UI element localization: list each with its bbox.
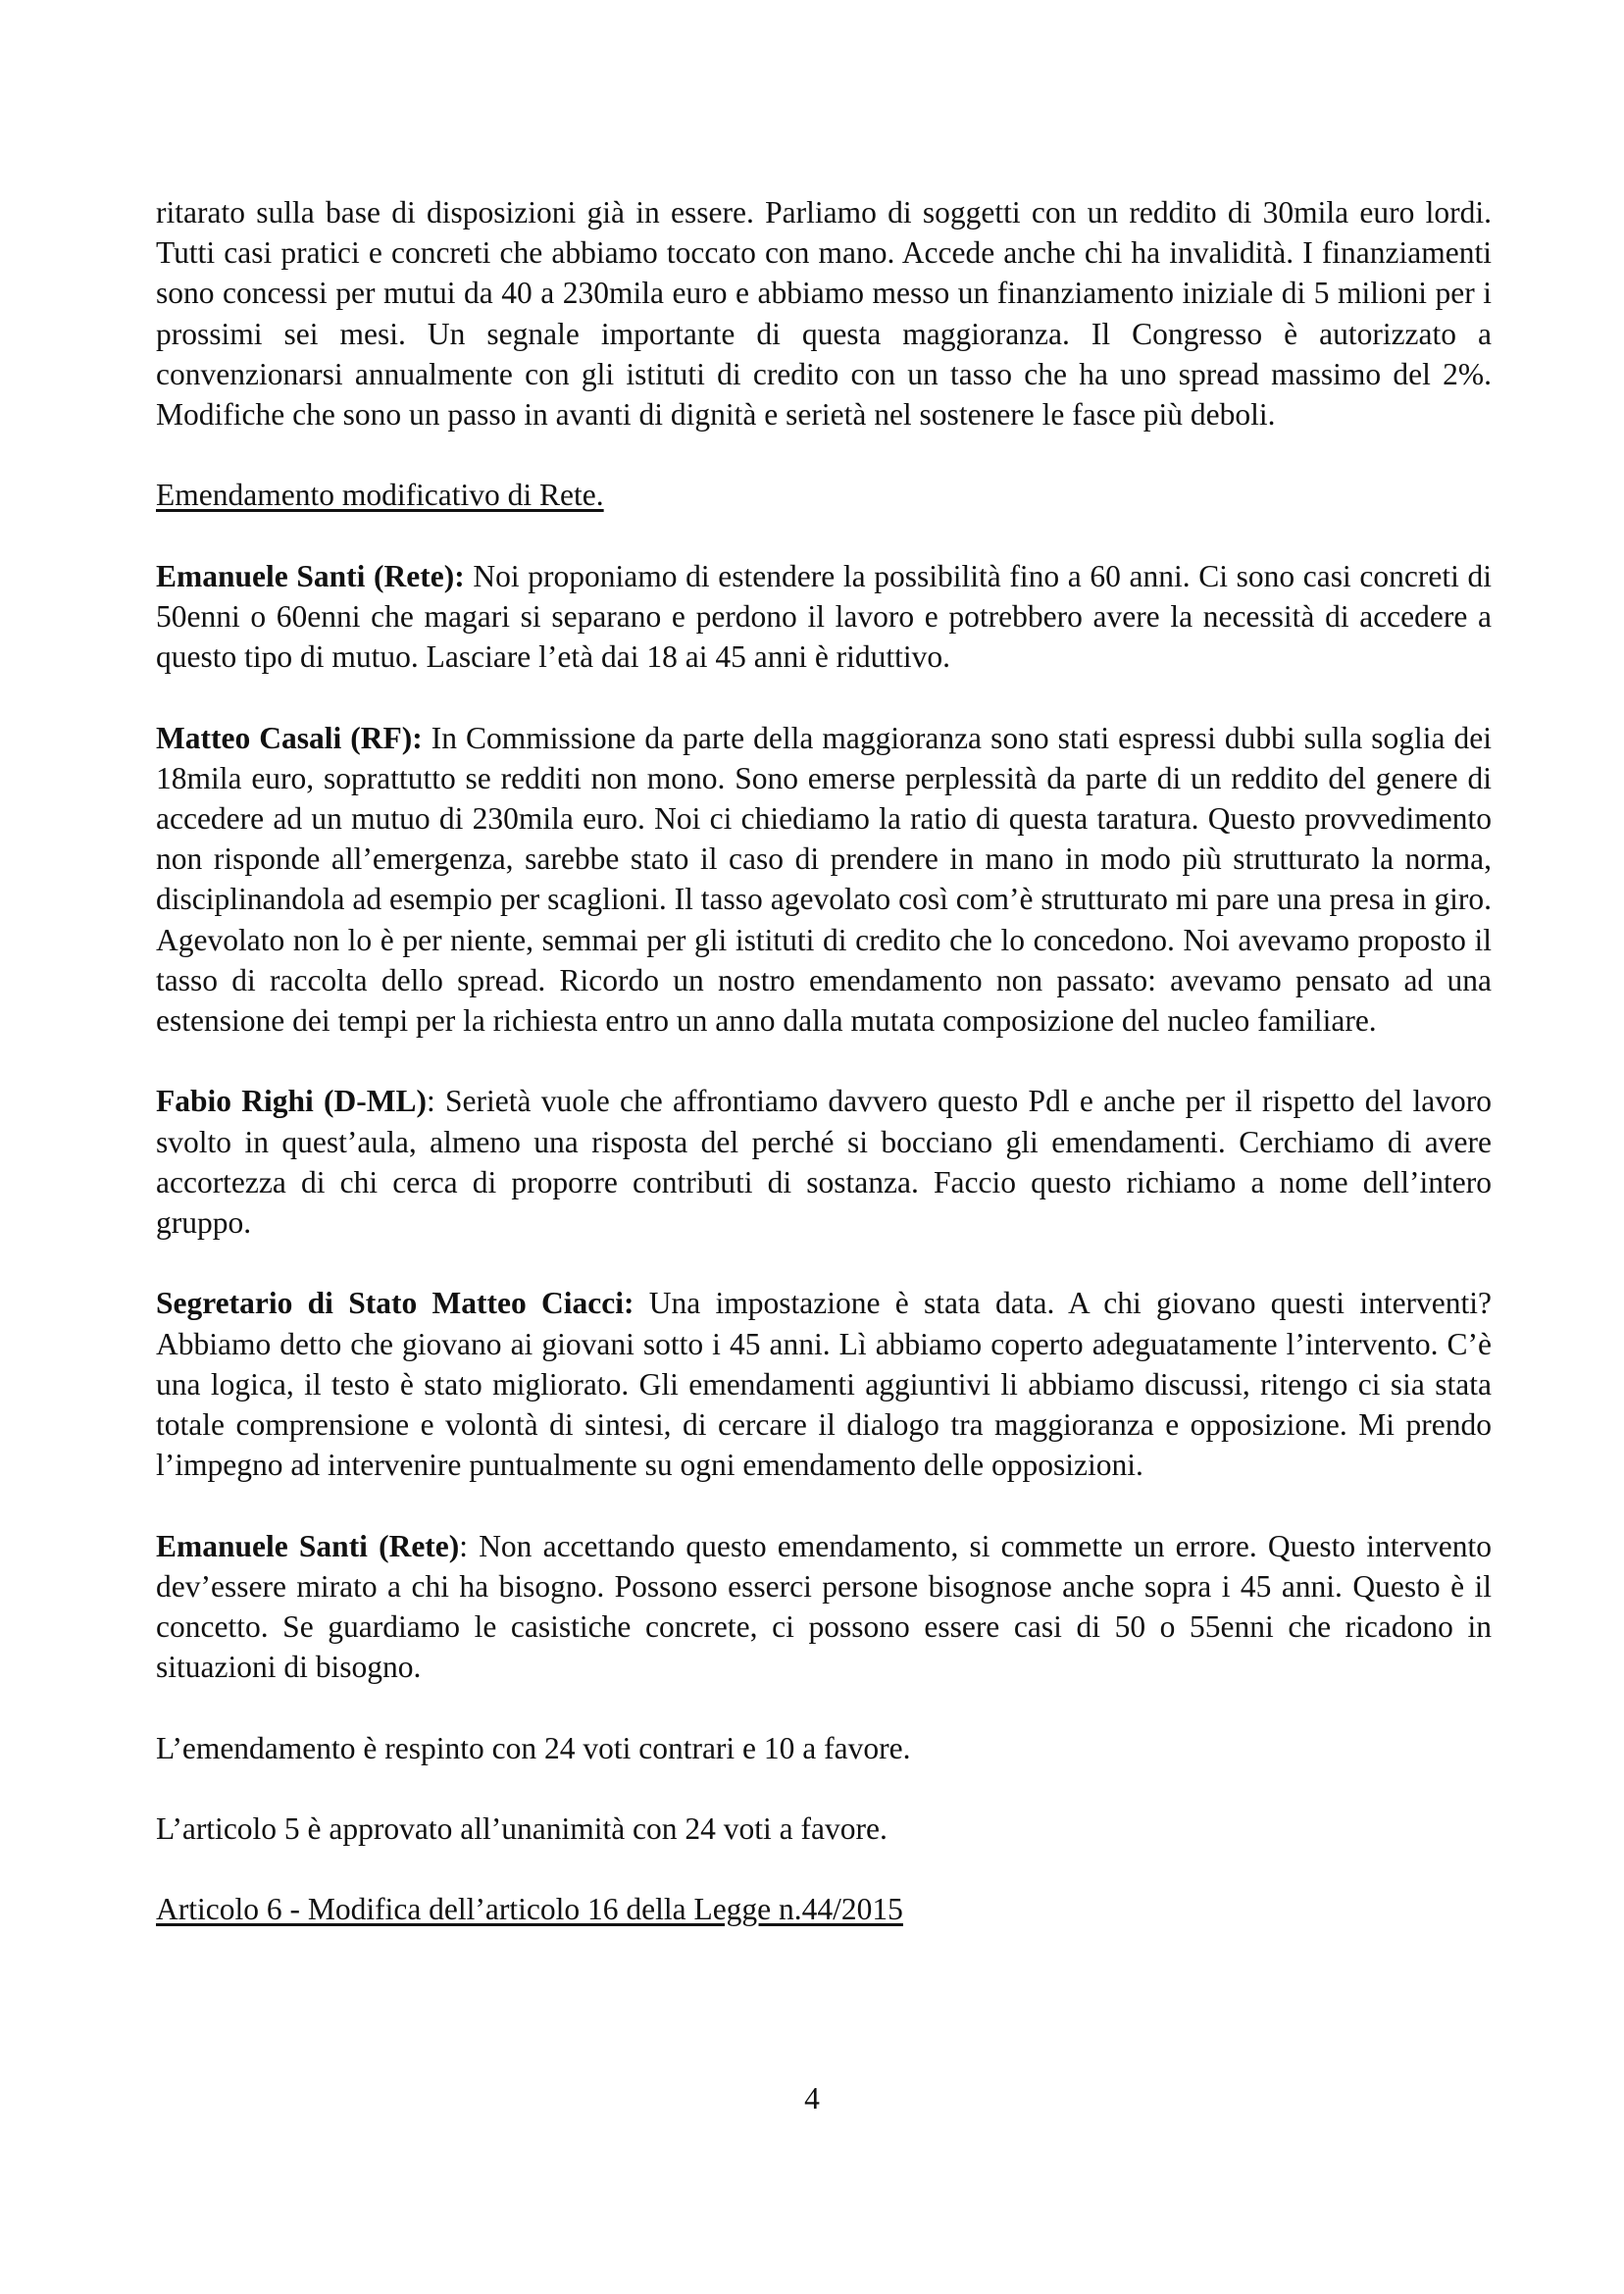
speech-text: : Serietà vuole che affrontiamo davvero questo Pdl e anche per il rispetto del lavoro svolto in quest’aula, almeno una risposta del perché si bocciano gli emendamenti. Cerchiamo di avere accortezza di chi cerca di proporre contributi di sostanza. Faccio questo richiamo a nome dell’intero gruppo.: [156, 1084, 1492, 1241]
vote-result-amendment: [156, 1728, 1492, 1768]
speaker-name: Fabio Righi (D-ML): [156, 1084, 428, 1119]
section-heading-amendment: [156, 475, 1492, 515]
speech-text: : Non accettando questo emendamento, si commette un errore. Questo intervento dev’essere mirato a chi ha bisogno. Possono esserci persone bisognose anche sopra i 45 anni. Questo è il concetto. Se guardiamo le casistiche concrete, ci possono essere casi di 50 o 55enni che ricadono in situazioni di bisogno.: [156, 1528, 1493, 1685]
paragraph-text: L’articolo 5 è approvato all’unanimità con 24 voti a favore.: [156, 1811, 888, 1846]
document-page: [156, 192, 1492, 1970]
paragraph-text: L’emendamento è respinto con 24 voti contrari e 10 a favore.: [156, 1730, 911, 1765]
heading-text: Emendamento modificativo di Rete.: [156, 478, 604, 513]
speech-casali: [156, 718, 1492, 1042]
heading-text: Articolo 6 - Modifica dell’articolo 16 della Legge n.44/2015: [156, 1892, 903, 1927]
speaker-name: Emanuele Santi (Rete):: [156, 558, 465, 593]
section-heading-article-6: [156, 1889, 1492, 1929]
speech-righi: [156, 1081, 1492, 1243]
speech-text: In Commissione da parte della maggioranza sono stati espressi dubbi sulla soglia dei 18mila euro, soprattutto se redditi non mono. Sono emerse perplessità da parte di un reddito del genere di accedere ad un mutuo di 230mila euro. Noi ci chiediamo la ratio di questa taratura. Questo provvedimento non risponde all’emergenza, sarebbe stato il caso di prendere in mano in modo più strutturato la norma, disciplinandola ad esempio per scaglioni. Il tasso agevolato così com’è strutturato mi pare una presa in giro. Agevolato non lo è per niente, semmai per gli istituti di credito che lo concedono. Noi avevamo proposto il tasso di raccolta dello spread. Ricordo un nostro emendamento non passato: avevamo pensato ad una estensione dei tempi per la richiesta entro un anno dalla mutata composizione del nucleo familiare.: [156, 720, 1492, 1039]
page-number: 4: [804, 2081, 820, 2116]
speaker-name: Matteo Casali (RF):: [156, 720, 423, 755]
paragraph-intro: [156, 192, 1492, 434]
speech-santi-2: [156, 1526, 1492, 1688]
paragraph-text: ritarato sulla base di disposizioni già in essere. Parliamo di soggetti con un reddito di 30mila euro lordi. Tutti casi pratici e concreti che abbiamo toccato con mano. Accede anche chi ha invalidità. I finanziamenti sono concessi per mutui da 40 a 230mila euro e abbiamo messo un finanziamento iniziale di 5 milioni per i prossimi sei mesi. Un segnale importante di questa maggioranza. Il Congresso è autorizzato a convenzionarsi annualmente con gli istituti di credito con un tasso che ha uno spread massimo del 2%. Modifiche che sono un passo in avanti di dignità e serietà nel sostenere le fasce più deboli.: [156, 195, 1492, 433]
speech-santi-1: [156, 556, 1492, 678]
speech-text: Noi proponiamo di estendere la possibilità fino a 60 anni. Ci sono casi concreti di 50enni o 60enni che magari si separano e perdono il lavoro e potrebbero avere la necessità di accedere a questo tipo di mutuo. Lasciare l’età dai 18 ai 45 anni è riduttivo.: [156, 558, 1492, 675]
speaker-name: Segretario di Stato Matteo Ciacci:: [156, 1286, 634, 1321]
vote-result-article-5: [156, 1809, 1492, 1849]
speaker-name: Emanuele Santi (Rete): [156, 1528, 460, 1563]
speech-text: Una impostazione è stata data. A chi giovano questi interventi? Abbiamo detto che giovano ai giovani sotto i 45 anni. Lì abbiamo coperto adeguatamente l’intervento. C’è una logica, il testo è stato migliorato. Gli emendamenti aggiuntivi li abbiamo discussi, ritengo ci sia stata totale comprensione e volontà di sintesi, di cercare il dialogo tra maggioranza e opposizione. Mi prendo l’impegno ad intervenire puntualmente su ogni emendamento delle opposizioni.: [156, 1286, 1493, 1483]
speech-ciacci: [156, 1283, 1492, 1485]
